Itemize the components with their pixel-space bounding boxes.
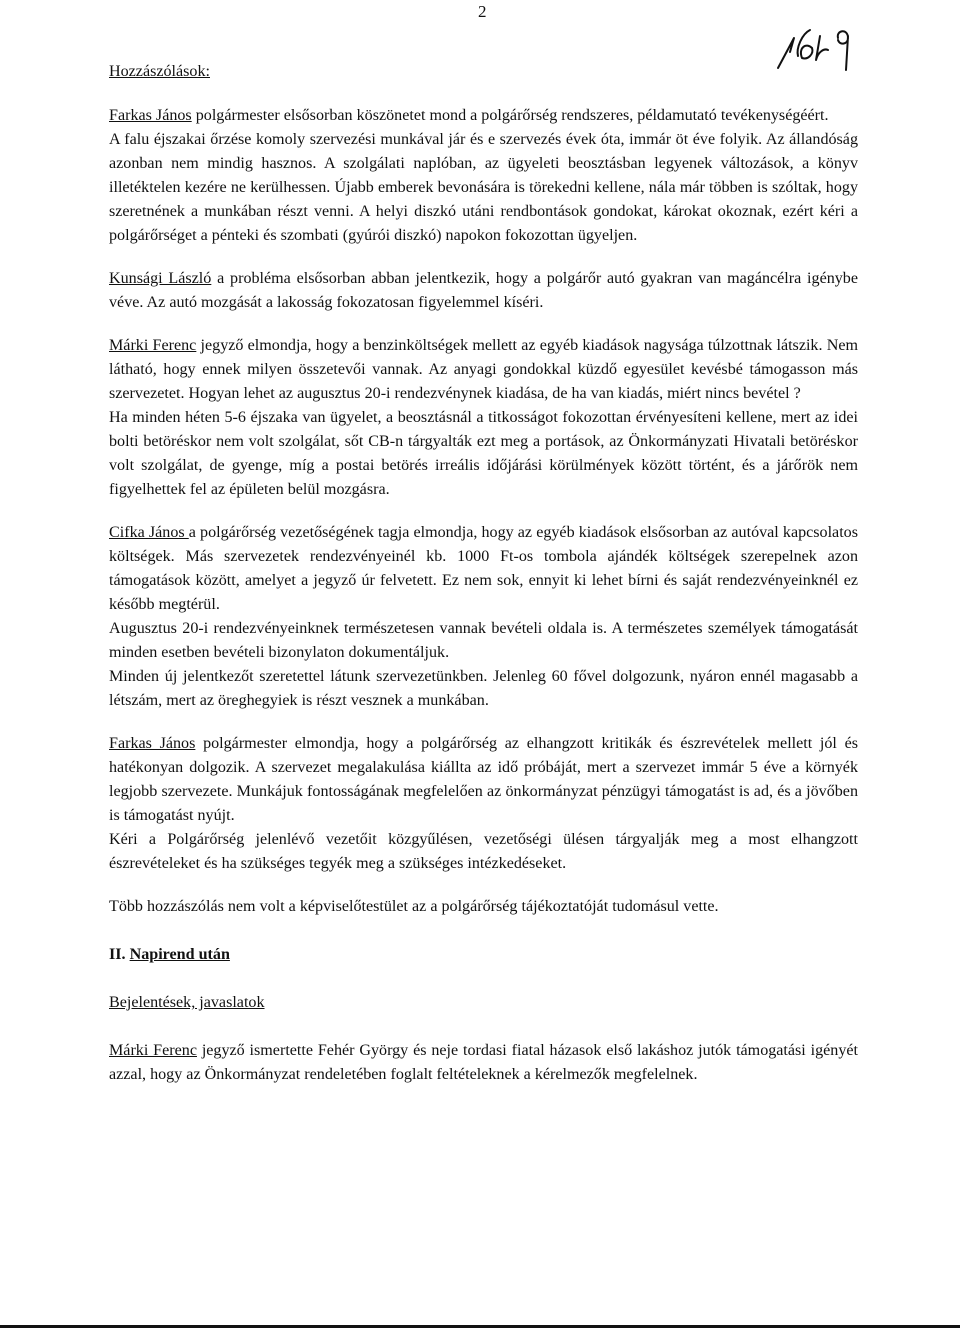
paragraph-text: Kunsági László a probléma elsősorban abban jelentkezik, hogy a polgárőr autó gyakran van magáncélra igénybe véve. Az autó mozgását a lakosság fokozatosan figyelemmel kíséri. [109, 270, 859, 311]
speaker-name: Farkas János [109, 735, 196, 752]
paragraph-text: A falu éjszakai őrzése komoly szervezési munkával jár és e szervezés évek óta, immár öt éve folyik. Az állandóság azonban nem mindig hasznos. A szolgálati naplóban, az ügyeleti beosztásban legyenek változások, a könyv illetéktelen kezére ne kerülhessen. Újabb emberek bevonására is törekedni kellene, nála már többen is szóltak, hogy szeretnének a munkában részt venni. A helyi diszkó utáni rendbontások gondokat, károkat okoznak, ezért kéri a polgárőrséget a pénteki és szombati (gyúrói diszkó) napokon fokozottan ügyeljen. [109, 131, 858, 244]
document-body [109, 60, 858, 1087]
comment-paragraph [109, 104, 858, 248]
comment-paragraph [109, 334, 858, 502]
paragraph-text: Kéri a Polgárőrség jelenlévő vezetőit közgyűlésen, vezetőségi ülésen tárgyalják meg a most elhangzott észrevételeket és ha szükséges tegyék meg a szükséges intézkedéseket. [109, 831, 858, 872]
speaker-name: Márki Ferenc [109, 337, 197, 354]
paragraph-text: Farkas János polgármester elsősorban köszönetet mond a polgárőrség rendszeres, példamutató tevékenységéért. [109, 107, 829, 124]
speaker-name: Márki Ferenc [109, 1042, 197, 1059]
comment-paragraph [109, 521, 858, 713]
subheading: Bejelentések, javaslatok [109, 994, 265, 1011]
final-paragraph: Márki Ferenc jegyző ismertette Fehér György és neje tordasi fiatal házasok első lakáshoz jutók támogatási igényét azzal, hogy az Önkormányzat rendeletében foglalt feltételeknek a kérelmezők megfelelnek. [109, 1042, 858, 1083]
speaker-name: Kunsági László [109, 270, 212, 287]
section-2-heading [109, 943, 858, 967]
section-number: II. [109, 946, 126, 963]
closing-statement: Több hozzászólás nem volt a képviselőtestület az a polgárőrség tájékoztatóját tudomásul vette. [109, 898, 719, 915]
page-number: 2 [478, 2, 487, 21]
page-bottom-rule [0, 1325, 960, 1328]
paragraph-text: Minden új jelentkezőt szeretettel látunk szervezetünkben. Jelenleg 60 fővel dolgozunk, nyáron ennél magasabb a létszám, mert az öreghegyiek is részt vesznek a munkában. [109, 668, 858, 709]
section-heading: Hozzászólások: [109, 63, 210, 80]
comment-paragraph [109, 732, 858, 876]
paragraph-text: Augusztus 20-i rendezvényeinknek természetesen vannak bevételi oldala is. A természetes személyek támogatását minden esetben bevételi bizonylaton dokumentáljuk. [109, 620, 858, 661]
speaker-name: Cifka János [109, 524, 189, 541]
comment-paragraph [109, 267, 858, 315]
paragraph-text: Cifka János a polgárőrség vezetőségének tagja elmondja, hogy az egyéb kiadások elsősorban az autóval kapcsolatos költségek. Más szervezetek rendezvényeinél kb. 1000 Ft-os tombola ajándék költségek szerepelnek azon támogatások között, amelyet a jegyző úr felvetett. Ez nem sok, ennyit ki lehet bírni és saját rendezvényeinknél ez később megtérül. [109, 524, 858, 613]
speaker-name: Farkas János [109, 107, 192, 124]
paragraph-text: Farkas János polgármester elmondja, hogy a polgárőrség az elhangzott kritikák és észrevételek mellett jól és hatékonyan dolgozik. A szervezet megalakulása kiállta az idő próbáját, mert a szervezet immár 5 éve a környék legjobb szervezete. Munkájuk fontosságának megfelelően az önkormányzat pénzügyi támogatást is ad, és a jövőben is támogatást nyújt. [109, 735, 858, 824]
section-title: Napirend után [129, 946, 230, 963]
paragraph-text: Ha minden héten 5-6 éjszaka van ügyelet, a beosztásnál a titkosságot fokozottan érvényesíteni kellene, mert az idei bolti betöréskor nem volt szolgálat, sőt CB-n tárgyalták ezt meg a portások, az Önkormányzati Hivatali betöréskor volt szolgálat, de gyenge, míg a postai betörés irreális időjárási körülmények között történt, és a járőrök nem figyelhettek fel az épületen belül mozgásra. [109, 409, 858, 498]
paragraph-text: Márki Ferenc jegyző elmondja, hogy a benzinköltségek mellett az egyéb kiadások nagysága túlzottnak látszik. Nem látható, hogy ennek milyen összetevői vannak. Az anyagi gondokkal küzdő egyesület kevésbé támogasson más szervezetet. Hogyan lehet az augusztus 20-i rendezvénynek kiadása, de ha van kiadás, miért nincs bevétel ? [109, 337, 859, 402]
